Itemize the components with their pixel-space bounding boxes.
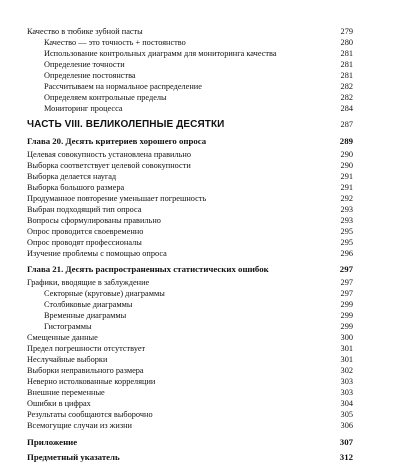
- toc-subentry[interactable]: [0, 81, 400, 92]
- chapter-title: Глава 20. Десять критериев хорошего опроса: [27, 136, 207, 146]
- entry-title: Целевая совокупность установлена правильно: [27, 150, 191, 159]
- toc-entry[interactable]: [0, 215, 400, 226]
- toc-entry[interactable]: [0, 354, 400, 365]
- entry-title: Столбиковые диаграммы: [44, 300, 133, 309]
- entry-page: 307: [339, 437, 353, 447]
- entry-page: 300: [340, 333, 353, 342]
- toc-entry[interactable]: [0, 193, 400, 204]
- entry-page: 290: [340, 150, 353, 159]
- entry-title: Выборка соответствует целевой совокупности: [27, 161, 191, 170]
- entry-title: Выборка большого размера: [27, 183, 125, 192]
- entry-page: 282: [340, 93, 353, 102]
- chapter-page: 297: [339, 264, 353, 274]
- toc-subentry[interactable]: [0, 321, 400, 332]
- entry-title: Определяем контрольные пределы: [44, 93, 167, 102]
- entry-title: Рассчитываем на нормальное распределение: [44, 82, 202, 91]
- entry-title: Неверно истолкованные корреляции: [27, 377, 156, 386]
- part-page: 287: [340, 120, 353, 129]
- entry-title: Вопросы сформулированы правильно: [27, 216, 161, 225]
- entry-title: Опрос проводится своевременно: [27, 227, 144, 236]
- entry-title: Гистограммы: [44, 322, 92, 331]
- entry-title: Неслучайные выборки: [27, 355, 108, 364]
- entry-title: Выборки неправильного размера: [27, 366, 144, 375]
- toc-entry[interactable]: [0, 160, 400, 171]
- toc-index[interactable]: [0, 452, 400, 463]
- entry-title: Внешние переменные: [27, 388, 105, 397]
- entry-page: 290: [340, 161, 353, 170]
- toc-entry[interactable]: [0, 226, 400, 237]
- entry-page: 303: [340, 388, 353, 397]
- entry-title: Всемогущие случаи из жизни: [27, 421, 132, 430]
- toc-entry[interactable]: [0, 149, 400, 160]
- toc-entry[interactable]: [0, 365, 400, 376]
- toc-entry[interactable]: [0, 171, 400, 182]
- entry-title: Предел погрешности отсутствует: [27, 344, 146, 353]
- toc-entry[interactable]: [0, 204, 400, 215]
- entry-title: Выбран подходящий тип опроса: [27, 205, 142, 214]
- entry-title: Предметный указатель: [27, 452, 120, 462]
- toc-subentry[interactable]: [0, 92, 400, 103]
- toc-entry[interactable]: [0, 237, 400, 248]
- entry-page: 281: [340, 49, 353, 58]
- entry-page: 299: [340, 300, 353, 309]
- entry-title: Качество в тюбике зубной пасты: [27, 27, 143, 36]
- part-title: ЧАСТЬ VIII. ВЕЛИКОЛЕПНЫЕ ДЕСЯТКИ: [27, 119, 225, 130]
- toc-subentry[interactable]: [0, 70, 400, 81]
- entry-page: 305: [340, 410, 353, 419]
- toc-subentry[interactable]: [0, 37, 400, 48]
- toc-chapter-heading[interactable]: [0, 136, 400, 147]
- entry-page: 299: [340, 311, 353, 320]
- entry-title: Временные диаграммы: [44, 311, 127, 320]
- entry-title: Смещенные данные: [27, 333, 98, 342]
- entry-page: 280: [340, 38, 353, 47]
- entry-page: 281: [340, 60, 353, 69]
- entry-title: Продуманное повторение уменьшает погрешность: [27, 194, 207, 203]
- entry-page: 295: [340, 227, 353, 236]
- toc-appendix[interactable]: [0, 437, 400, 448]
- entry-title: Секторные (круговые) диаграммы: [44, 289, 165, 298]
- entry-page: 306: [340, 421, 353, 430]
- entry-page: 301: [340, 344, 353, 353]
- entry-page: 303: [340, 377, 353, 386]
- toc-entry[interactable]: [0, 387, 400, 398]
- entry-page: 291: [340, 172, 353, 181]
- toc-entry[interactable]: [0, 376, 400, 387]
- entry-page: 296: [340, 249, 353, 258]
- entry-title: Выборка делается наугад: [27, 172, 117, 181]
- entry-page: 299: [340, 322, 353, 331]
- toc-chapter-heading[interactable]: [0, 264, 400, 275]
- entry-title: Графики, вводящие в заблуждение: [27, 278, 150, 287]
- chapter-page: 289: [339, 136, 353, 146]
- toc-entry[interactable]: [0, 398, 400, 409]
- entry-title: Ошибки в цифрах: [27, 399, 91, 408]
- toc-subentry[interactable]: [0, 48, 400, 59]
- entry-page: 301: [340, 355, 353, 364]
- entry-title: Приложение: [27, 437, 78, 447]
- toc-subentry[interactable]: [0, 299, 400, 310]
- entry-title: Определение точности: [44, 60, 125, 69]
- entry-page: 304: [340, 399, 353, 408]
- entry-page: 281: [340, 71, 353, 80]
- entry-page: 293: [340, 205, 353, 214]
- entry-page: 295: [340, 238, 353, 247]
- entry-page: 297: [340, 278, 353, 287]
- toc-subentry[interactable]: [0, 103, 400, 114]
- toc-entry[interactable]: [0, 26, 400, 37]
- entry-title: Опрос проводят профессионалы: [27, 238, 142, 247]
- chapter-title: Глава 21. Десять распространенных статистических ошибок: [27, 264, 269, 274]
- entry-page: 293: [340, 216, 353, 225]
- toc-entry[interactable]: [0, 332, 400, 343]
- entry-page: 292: [340, 194, 353, 203]
- entry-title: Использование контрольных диаграмм для мониторинга качества: [44, 49, 277, 58]
- entry-page: 297: [340, 289, 353, 298]
- toc-subentry[interactable]: [0, 288, 400, 299]
- toc-entry[interactable]: [0, 182, 400, 193]
- entry-page: 279: [340, 27, 353, 36]
- entry-page: 312: [339, 452, 353, 462]
- toc-entry[interactable]: [0, 343, 400, 354]
- toc-subentry[interactable]: [0, 59, 400, 70]
- toc-entry[interactable]: [0, 409, 400, 420]
- toc-part-heading[interactable]: [0, 118, 400, 132]
- toc-subentry[interactable]: [0, 310, 400, 321]
- entry-title: Мониторинг процесса: [44, 104, 123, 113]
- toc-entry[interactable]: [0, 277, 400, 288]
- toc-entry[interactable]: [0, 420, 400, 431]
- entry-page: 282: [340, 82, 353, 91]
- entry-title: Изучение проблемы с помощью опроса: [27, 249, 167, 258]
- toc-entry[interactable]: [0, 248, 400, 259]
- entry-page: 291: [340, 183, 353, 192]
- entry-title: Определение постоянства: [44, 71, 136, 80]
- entry-title: Качество — это точность + постоянство: [44, 38, 186, 47]
- entry-title: Результаты сообщаются выборочно: [27, 410, 153, 419]
- entry-page: 302: [340, 366, 353, 375]
- entry-page: 284: [340, 104, 353, 113]
